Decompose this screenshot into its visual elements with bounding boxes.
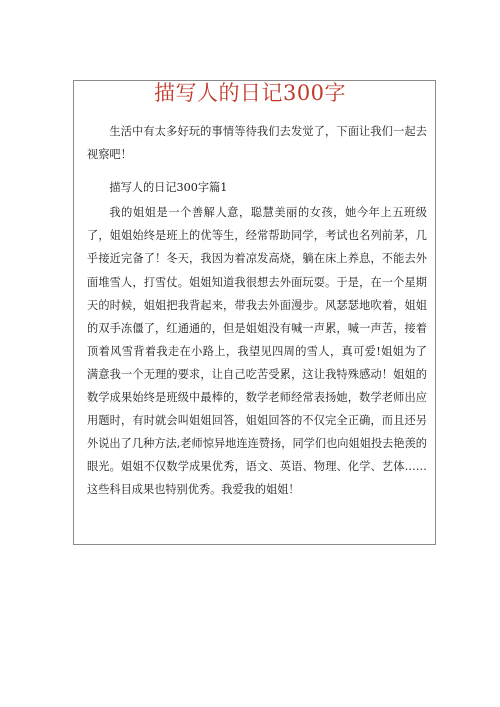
intro-paragraph: 生活中有太多好玩的事情等待我们去发觉了，下面让我们一起去视察吧！ (87, 125, 427, 162)
body-paragraph: 我的姐姐是一个善解人意，聪慧美丽的女孩，她今年上五班级了，姐姐始终是班上的优等生，经常帮助同学，考试也名列前茅，几乎接近完备了！冬天，我因为着凉发高烧，躺在床上养息，不能去外面堆雪人，打雪仗。姐姐知道我很想去外面玩耍。于是，在一个星期天的时候，姐姐把我背起来，带我去外面漫步。风瑟瑟地吹着，姐姐的双手冻僵了，红通通的，但是姐姐没有喊一声累，喊一声苦，接着顶着风雪背着我走在小路上，我望见四周的雪人，真可爱!姐姐为了满意我一个无理的要求，让自己吃苦受累，这让我特殊感动！姐姐的数学成果始终是班级中最棒的，数学老师经常表扬她，数学老师出应用题时，有时就会叫姐姐回答，姐姐回答的不仅完全正确，而且还另外说出了几种方法,老师惊异地连连赞扬，同学们也向姐姐投去艳羡的眼光。姐姐不仅数学成果优秀，语文、英语、物理、化学、艺体……这些科目成果也特别优秀。我爱我的姐姐！ (87, 206, 427, 497)
section-title: 描写人的日记300字篇1 (109, 181, 228, 195)
document-content (87, 120, 427, 502)
document-title: 描写人的日记300字 (153, 81, 347, 105)
